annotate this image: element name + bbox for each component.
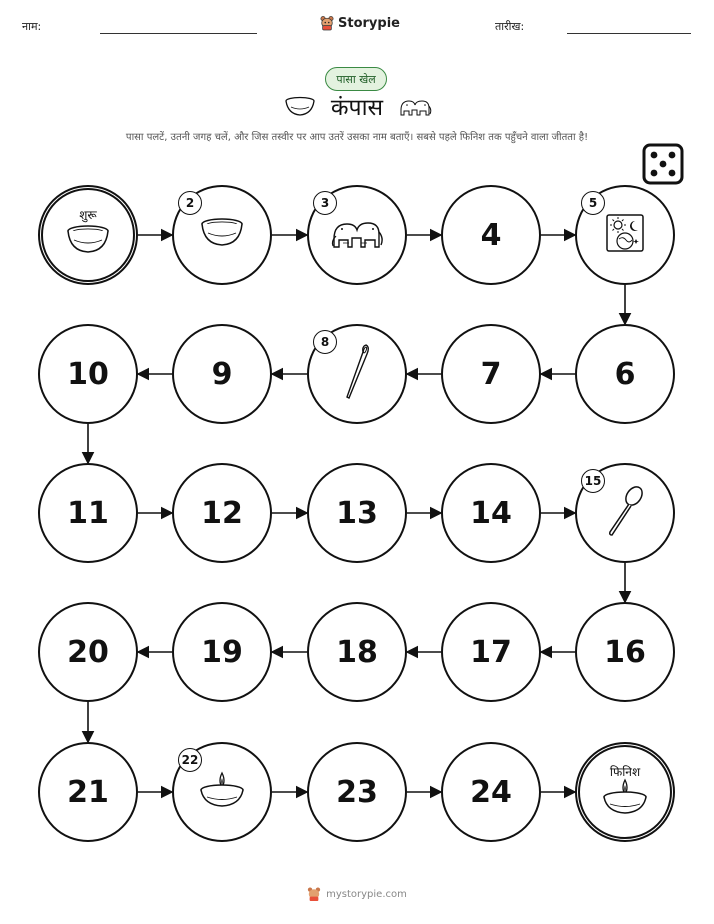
finish-label: फिनिश (609, 765, 641, 779)
sun-moon-icon (605, 213, 645, 257)
diya-icon (600, 777, 650, 821)
game-type-tag: पासा खेल (325, 67, 387, 91)
board-space-19[interactable] (172, 602, 272, 702)
needle-icon (342, 342, 372, 406)
finish-space[interactable] (575, 742, 675, 842)
space-number: 9 (211, 356, 233, 392)
board-space-8[interactable] (307, 324, 407, 424)
diya-icon (197, 770, 247, 814)
space-number: 13 (336, 495, 378, 531)
start-space[interactable] (38, 185, 138, 285)
space-number: 19 (201, 634, 243, 670)
board-space-5[interactable] (575, 185, 675, 285)
name-label: नाम: (22, 20, 42, 33)
board-space-22[interactable] (172, 742, 272, 842)
board-space-11[interactable] (38, 463, 138, 563)
footer (0, 886, 714, 902)
board-space-21[interactable] (38, 742, 138, 842)
game-instructions: पासा पलटें, उतनी जगह चलें, और जिस तस्वीर पर आप उतरें उसका नाम बताएँ। सबसे पहले फिनिश तक पहुँचने वाला जीतता है! (125, 132, 589, 143)
space-number-badge: 3 (313, 191, 337, 215)
page-title: कंपास (330, 95, 384, 121)
board-space-16[interactable] (575, 602, 675, 702)
footer-bear-icon (307, 886, 321, 902)
board-space-9[interactable] (172, 324, 272, 424)
board-space-15[interactable] (575, 463, 675, 563)
space-number: 21 (67, 774, 109, 810)
bowl-icon (65, 224, 111, 260)
board-space-24[interactable] (441, 742, 541, 842)
space-number: 10 (67, 356, 109, 392)
board-space-10[interactable] (38, 324, 138, 424)
space-number: 11 (67, 495, 109, 531)
bowl-icon (199, 217, 245, 253)
board-space-18[interactable] (307, 602, 407, 702)
board-space-20[interactable] (38, 602, 138, 702)
space-number-badge: 2 (178, 191, 202, 215)
board-space-23[interactable] (307, 742, 407, 842)
space-number: 24 (470, 774, 512, 810)
space-number: 23 (336, 774, 378, 810)
start-label: शुरू (79, 208, 97, 222)
space-number-badge: 22 (178, 748, 202, 772)
spoon-icon (605, 485, 645, 541)
space-number: 14 (470, 495, 512, 531)
space-number: 18 (336, 634, 378, 670)
date-label: तारीख: (495, 20, 525, 33)
board-space-14[interactable] (441, 463, 541, 563)
space-number-badge: 15 (581, 469, 605, 493)
space-number: 20 (67, 634, 109, 670)
space-number: 6 (614, 356, 636, 392)
board-space-17[interactable] (441, 602, 541, 702)
board-space-12[interactable] (172, 463, 272, 563)
space-number: 17 (470, 634, 512, 670)
brand-name: Storypie (338, 15, 400, 31)
footer-site[interactable]: mystorypie.com (326, 888, 407, 900)
space-number: 7 (480, 356, 502, 392)
board-space-3[interactable] (307, 185, 407, 285)
board-space-13[interactable] (307, 463, 407, 563)
board-space-4[interactable] (441, 185, 541, 285)
board-space-7[interactable] (441, 324, 541, 424)
space-number: 16 (604, 634, 646, 670)
space-number-badge: 8 (313, 330, 337, 354)
space-number-badge: 5 (581, 191, 605, 215)
board-space-6[interactable] (575, 324, 675, 424)
elephant-icon (330, 215, 384, 255)
space-number: 12 (201, 495, 243, 531)
board-space-2[interactable] (172, 185, 272, 285)
space-number: 4 (480, 217, 502, 253)
